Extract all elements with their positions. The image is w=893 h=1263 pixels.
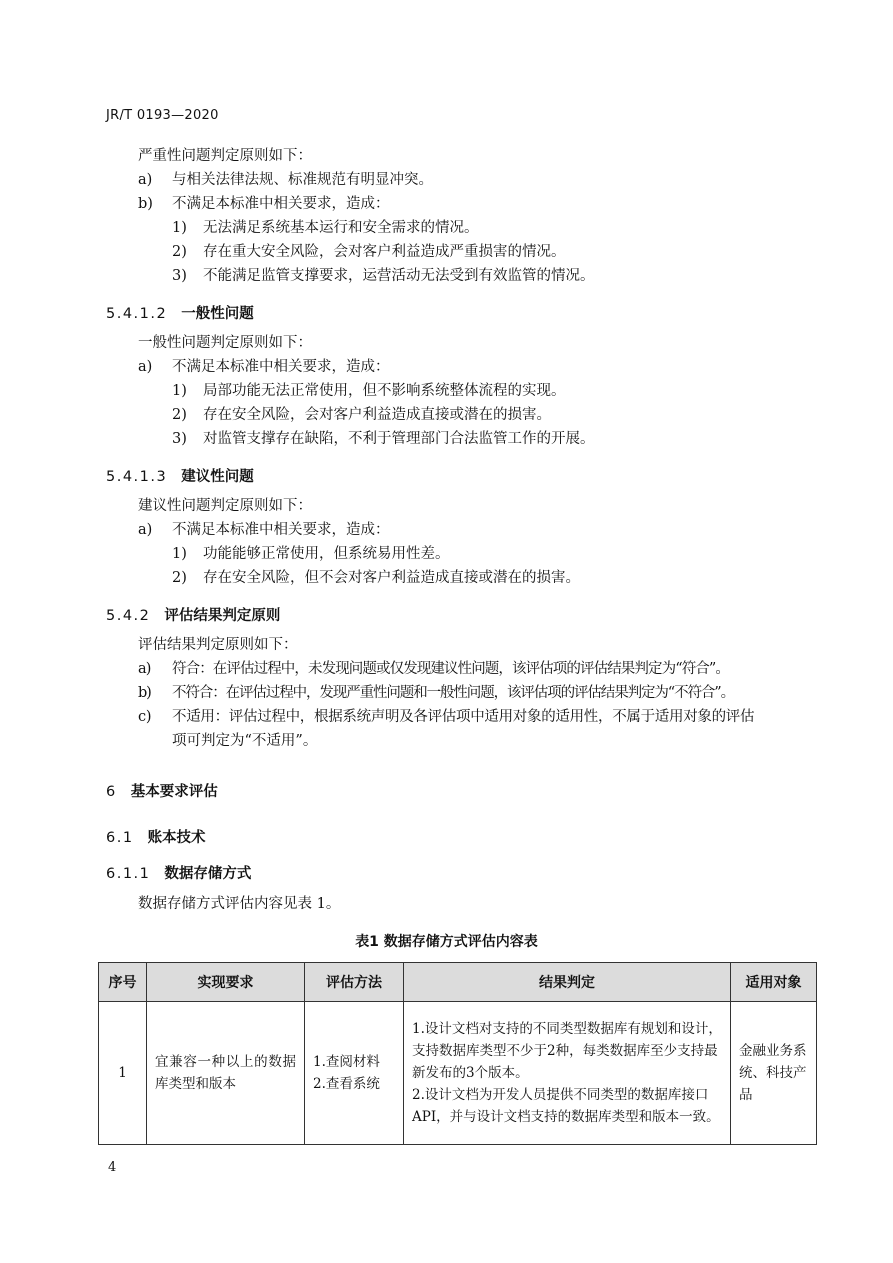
list-text: 存在重大安全风险，会对客户利益造成严重损害的情况。 — [203, 244, 566, 260]
list-text: 无法满足系统基本运行和安全需求的情况。 — [203, 220, 479, 236]
section-number: 5.4.1.3 — [106, 469, 168, 485]
list-marker: a) — [138, 172, 153, 188]
result-principle-intro: 评估结果判定原则如下： — [138, 637, 298, 653]
list-marker: a) — [138, 359, 153, 375]
cell-requirement: 宜兼容一种以上的数据库类型和版本 — [147, 1002, 305, 1145]
list-text: 不满足本标准中相关要求，造成： — [172, 359, 390, 375]
serious-intro: 严重性问题判定原则如下： — [138, 148, 312, 164]
page-number: 4 — [108, 1160, 117, 1175]
list-text: 不能满足监管支撑要求，运营活动无法受到有效监管的情况。 — [203, 268, 595, 284]
list-item — [138, 660, 729, 678]
list-item — [138, 195, 390, 213]
result-line: 1.设计文档对支持的不同类型数据库有规划和设计，支持数据库类型不少于2种，每类数据库至少支持最新发布的3个版本。 — [412, 1021, 722, 1081]
table-header-row — [99, 963, 817, 1002]
result-line: 2.设计文档为开发人员提供不同类型的数据库接口API，并与设计文档支持的数据库类型和版本一致。 — [412, 1087, 720, 1125]
list-item — [138, 708, 754, 726]
sub-list-item — [172, 382, 566, 400]
list-text: 不满足本标准中相关要求，造成： — [172, 522, 390, 538]
list-text: 不满足本标准中相关要求，造成： — [172, 196, 390, 212]
list-text: 存在安全风险，会对客户利益造成直接或潜在的损害。 — [203, 407, 551, 423]
list-text: 与相关法律法规、标准规范有明显冲突。 — [172, 172, 433, 188]
section-intro: 数据存储方式评估内容见表 1。 — [138, 896, 341, 912]
method-line: 2.查看系统 — [313, 1076, 380, 1092]
list-marker: b) — [138, 685, 151, 701]
section-heading-5-4-1-3 — [106, 465, 254, 486]
sub-list-item — [172, 267, 595, 285]
list-marker: 3) — [172, 431, 187, 447]
column-header-seq: 序号 — [99, 963, 147, 1002]
list-marker: a) — [138, 661, 151, 677]
list-text: 不符合：在评估过程中，发现严重性问题和一般性问题，该评估项的评估结果判定为“不符合”。 — [172, 685, 735, 701]
sub-list-item — [172, 430, 595, 448]
list-item — [138, 358, 390, 376]
list-text: 对监管支撑存在缺陷，不利于管理部门合法监管工作的开展。 — [203, 431, 595, 447]
column-header-target: 适用对象 — [731, 963, 817, 1002]
list-marker: c) — [138, 709, 152, 725]
sub-list-item — [172, 545, 450, 563]
section-title: 一般性问题 — [181, 306, 254, 322]
section-heading-6-1-1 — [106, 862, 251, 883]
section-title: 基本要求评估 — [130, 784, 218, 800]
section-number: 6.1 — [106, 830, 134, 846]
list-text: 不适用：评估过程中，根据系统声明及各评估项中适用对象的适用性，不属于适用对象的评估 — [172, 709, 755, 725]
list-marker: 1) — [172, 220, 187, 236]
section-heading-6-1 — [106, 826, 206, 847]
section-number: 6 — [106, 784, 117, 800]
table-caption: 表1 数据存储方式评估内容表 — [355, 934, 538, 950]
list-marker: b) — [138, 196, 153, 212]
sub-list-item — [172, 219, 479, 237]
cell-result — [404, 1002, 731, 1145]
list-item-continuation: 项可判定为“不适用”。 — [172, 733, 318, 749]
section-title: 建议性问题 — [181, 469, 254, 485]
sub-list-item — [172, 406, 551, 424]
list-marker: 2) — [172, 407, 187, 423]
section-heading-6 — [106, 780, 218, 801]
section-heading-5-4-1-2 — [106, 302, 254, 323]
cell-target: 金融业务系统、科技产品 — [731, 1002, 817, 1145]
list-marker: 2) — [172, 570, 187, 586]
column-header-result: 结果判定 — [404, 963, 731, 1002]
general-intro: 一般性问题判定原则如下： — [138, 335, 312, 351]
section-number: 5.4.2 — [106, 608, 151, 624]
list-text: 符合：在评估过程中，未发现问题或仅发现建议性问题，该评估项的评估结果判定为“符合”。 — [172, 661, 730, 677]
section-number: 6.1.1 — [106, 866, 151, 882]
cell-method — [305, 1002, 404, 1145]
cell-seq: 1 — [99, 1002, 147, 1145]
suggestion-intro: 建议性问题判定原则如下： — [138, 498, 312, 514]
list-text: 功能能够正常使用，但系统易用性差。 — [203, 546, 450, 562]
method-line: 1.查阅材料 — [313, 1054, 380, 1070]
section-heading-5-4-2 — [106, 604, 280, 625]
list-marker: a) — [138, 522, 153, 538]
table-row — [99, 1002, 817, 1145]
section-title: 账本技术 — [147, 830, 206, 846]
sub-list-item — [172, 243, 566, 261]
column-header-requirement: 实现要求 — [147, 963, 305, 1002]
list-item — [138, 684, 734, 702]
list-marker: 1) — [172, 383, 187, 399]
assessment-table — [98, 962, 817, 1145]
section-title: 评估结果判定原则 — [164, 608, 281, 624]
list-text: 存在安全风险，但不会对客户利益造成直接或潜在的损害。 — [203, 570, 580, 586]
section-number: 5.4.1.2 — [106, 306, 168, 322]
list-marker: 2) — [172, 244, 187, 260]
list-text: 局部功能无法正常使用，但不影响系统整体流程的实现。 — [203, 383, 566, 399]
sub-list-item — [172, 569, 580, 587]
list-item — [138, 171, 433, 189]
section-title: 数据存储方式 — [164, 866, 252, 882]
column-header-method: 评估方法 — [305, 963, 404, 1002]
list-marker: 1) — [172, 546, 187, 562]
list-item — [138, 521, 390, 539]
list-marker: 3) — [172, 268, 187, 284]
document-code: JR/T 0193—2020 — [106, 108, 219, 123]
